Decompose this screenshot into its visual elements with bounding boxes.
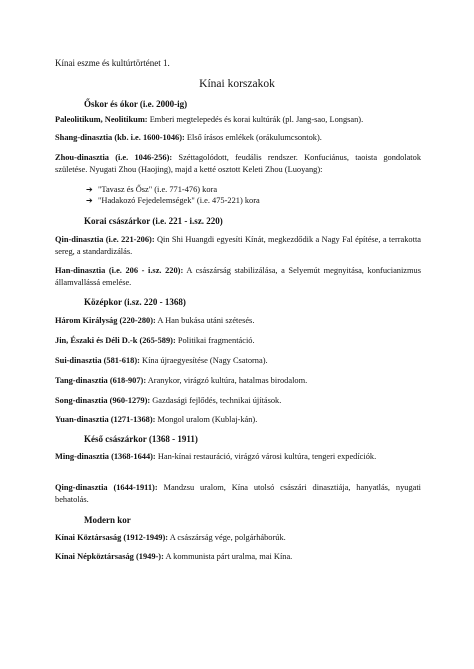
section-heading-early-imperial: Korai császárkor (i.e. 221 - i.sz. 220) (84, 216, 223, 226)
document-title: Kínai korszakok (199, 78, 275, 90)
entry-text: A császárság vége, polgárháborúk. (168, 533, 286, 542)
section-heading-medieval: Középkor (i.sz. 220 - 1368) (84, 297, 186, 307)
list-item: ➔ "Hadakozó Fejedelemségek" (i.e. 475-221) kora (86, 196, 260, 205)
entry-text: Első írásos emlékek (orákulumcsontok). (184, 133, 322, 142)
entry-text: Mongol uralom (Kublaj-kán). (155, 415, 258, 424)
entry-three-kingdoms (55, 315, 421, 327)
section-heading-late-imperial: Késő császárkor (1368 - 1911) (84, 434, 198, 444)
section-heading-ancient: Őskor és ókor (i.e. 2000-ig) (84, 99, 188, 109)
entry-name: Tang-dinasztia (618-907): (55, 376, 147, 385)
entry-name: Kínai Népköztársaság (1949-): (55, 552, 164, 561)
entry-name: Kínai Köztársaság (1912-1949): (55, 533, 169, 542)
entry-yuan (55, 414, 421, 426)
entry-ming (55, 451, 421, 463)
entry-text: Széttagolódott, feudális rendszer. Konfuciánus, taoista gondolatok születése. Nyugati Zhou (Haojing), majd a ketté osztott Keleti Zhou (Luoyang): (55, 153, 422, 174)
entry-name: Három Királyság (220-280): (55, 316, 156, 325)
entry-name: Zhou-dinasztia (i.e. 1046-256): (55, 153, 173, 162)
entry-sui (55, 355, 421, 367)
entry-republic (55, 532, 421, 544)
entry-text: Kína újraegyesítése (Nagy Csatorna). (139, 356, 268, 365)
entry-name: Qin-dinasztia (i.e. 221-206): (55, 235, 155, 244)
entry-name: Jin, Északi és Déli D.-k (265-589): (55, 336, 176, 345)
section-heading-modern: Modern kor (84, 515, 131, 525)
document-header: Kínai eszme és kultúrtörténet 1. (55, 58, 170, 68)
entry-text: Aranykor, virágzó kultúra, hatalmas birodalom. (146, 376, 308, 385)
entry-paleolithic (55, 114, 421, 126)
entry-name: Song-dinasztia (960-1279): (55, 396, 151, 405)
entry-zhou (55, 152, 421, 176)
entry-name: Ming-dinasztia (1368-1644): (55, 452, 156, 461)
entry-name: Qing-dinasztia (1644-1911): (55, 483, 158, 492)
entry-text: A kommunista párt uralma, mai Kína. (163, 552, 293, 561)
entry-text: Qin Shi Huangdi egyesíti Kínát, megkezdődik a Nagy Fal építése, a terrakotta sereg, a standardizálás. (55, 235, 421, 256)
arrow-right-icon: ➔ (86, 185, 93, 194)
entry-han (55, 265, 421, 289)
zhou-periods-list (86, 184, 260, 206)
entry-name: Yuan-dinasztia (1271-1368): (55, 415, 156, 424)
entry-song (55, 395, 421, 407)
entry-text: Gazdasági fejlődés, technikai újítások. (150, 396, 282, 405)
entry-name: Paleolitikum, Neolitikum: (55, 115, 148, 124)
entry-text: A Han bukása utáni szétesés. (155, 316, 255, 325)
arrow-right-icon: ➔ (86, 196, 93, 205)
entry-jin (55, 335, 421, 347)
entry-tang (55, 375, 421, 387)
entry-text: Han-kínai restauráció, virágzó városi kultúra, tengeri expedíciók. (155, 452, 377, 461)
entry-text: Politikai fragmentáció. (175, 336, 255, 345)
entry-qing (55, 482, 421, 506)
entry-name: Sui-dinasztia (581-618): (55, 356, 140, 365)
entry-text: Mandzsu uralom, Kína utolsó császári dinasztiája, hanyatlás, nyugati behatolás. (55, 483, 421, 504)
entry-prc (55, 551, 421, 563)
list-item: ➔ "Tavasz és Ősz" (i.e. 771-476) kora (86, 185, 218, 194)
entry-name: Shang-dinasztia (kb. i.e. 1600-1046): (55, 133, 185, 142)
entry-qin (55, 234, 421, 258)
entry-text: Emberi megtelepedés és korai kultúrák (pl. Jang-sao, Longsan). (147, 115, 364, 124)
entry-text: A császárság stabilizálása, a Selyemút megnyitása, konfucianizmus államvallássá emelése. (55, 266, 421, 287)
entry-name: Han-dinasztia (i.e. 206 - i.sz. 220): (55, 266, 184, 275)
entry-shang (55, 132, 421, 144)
